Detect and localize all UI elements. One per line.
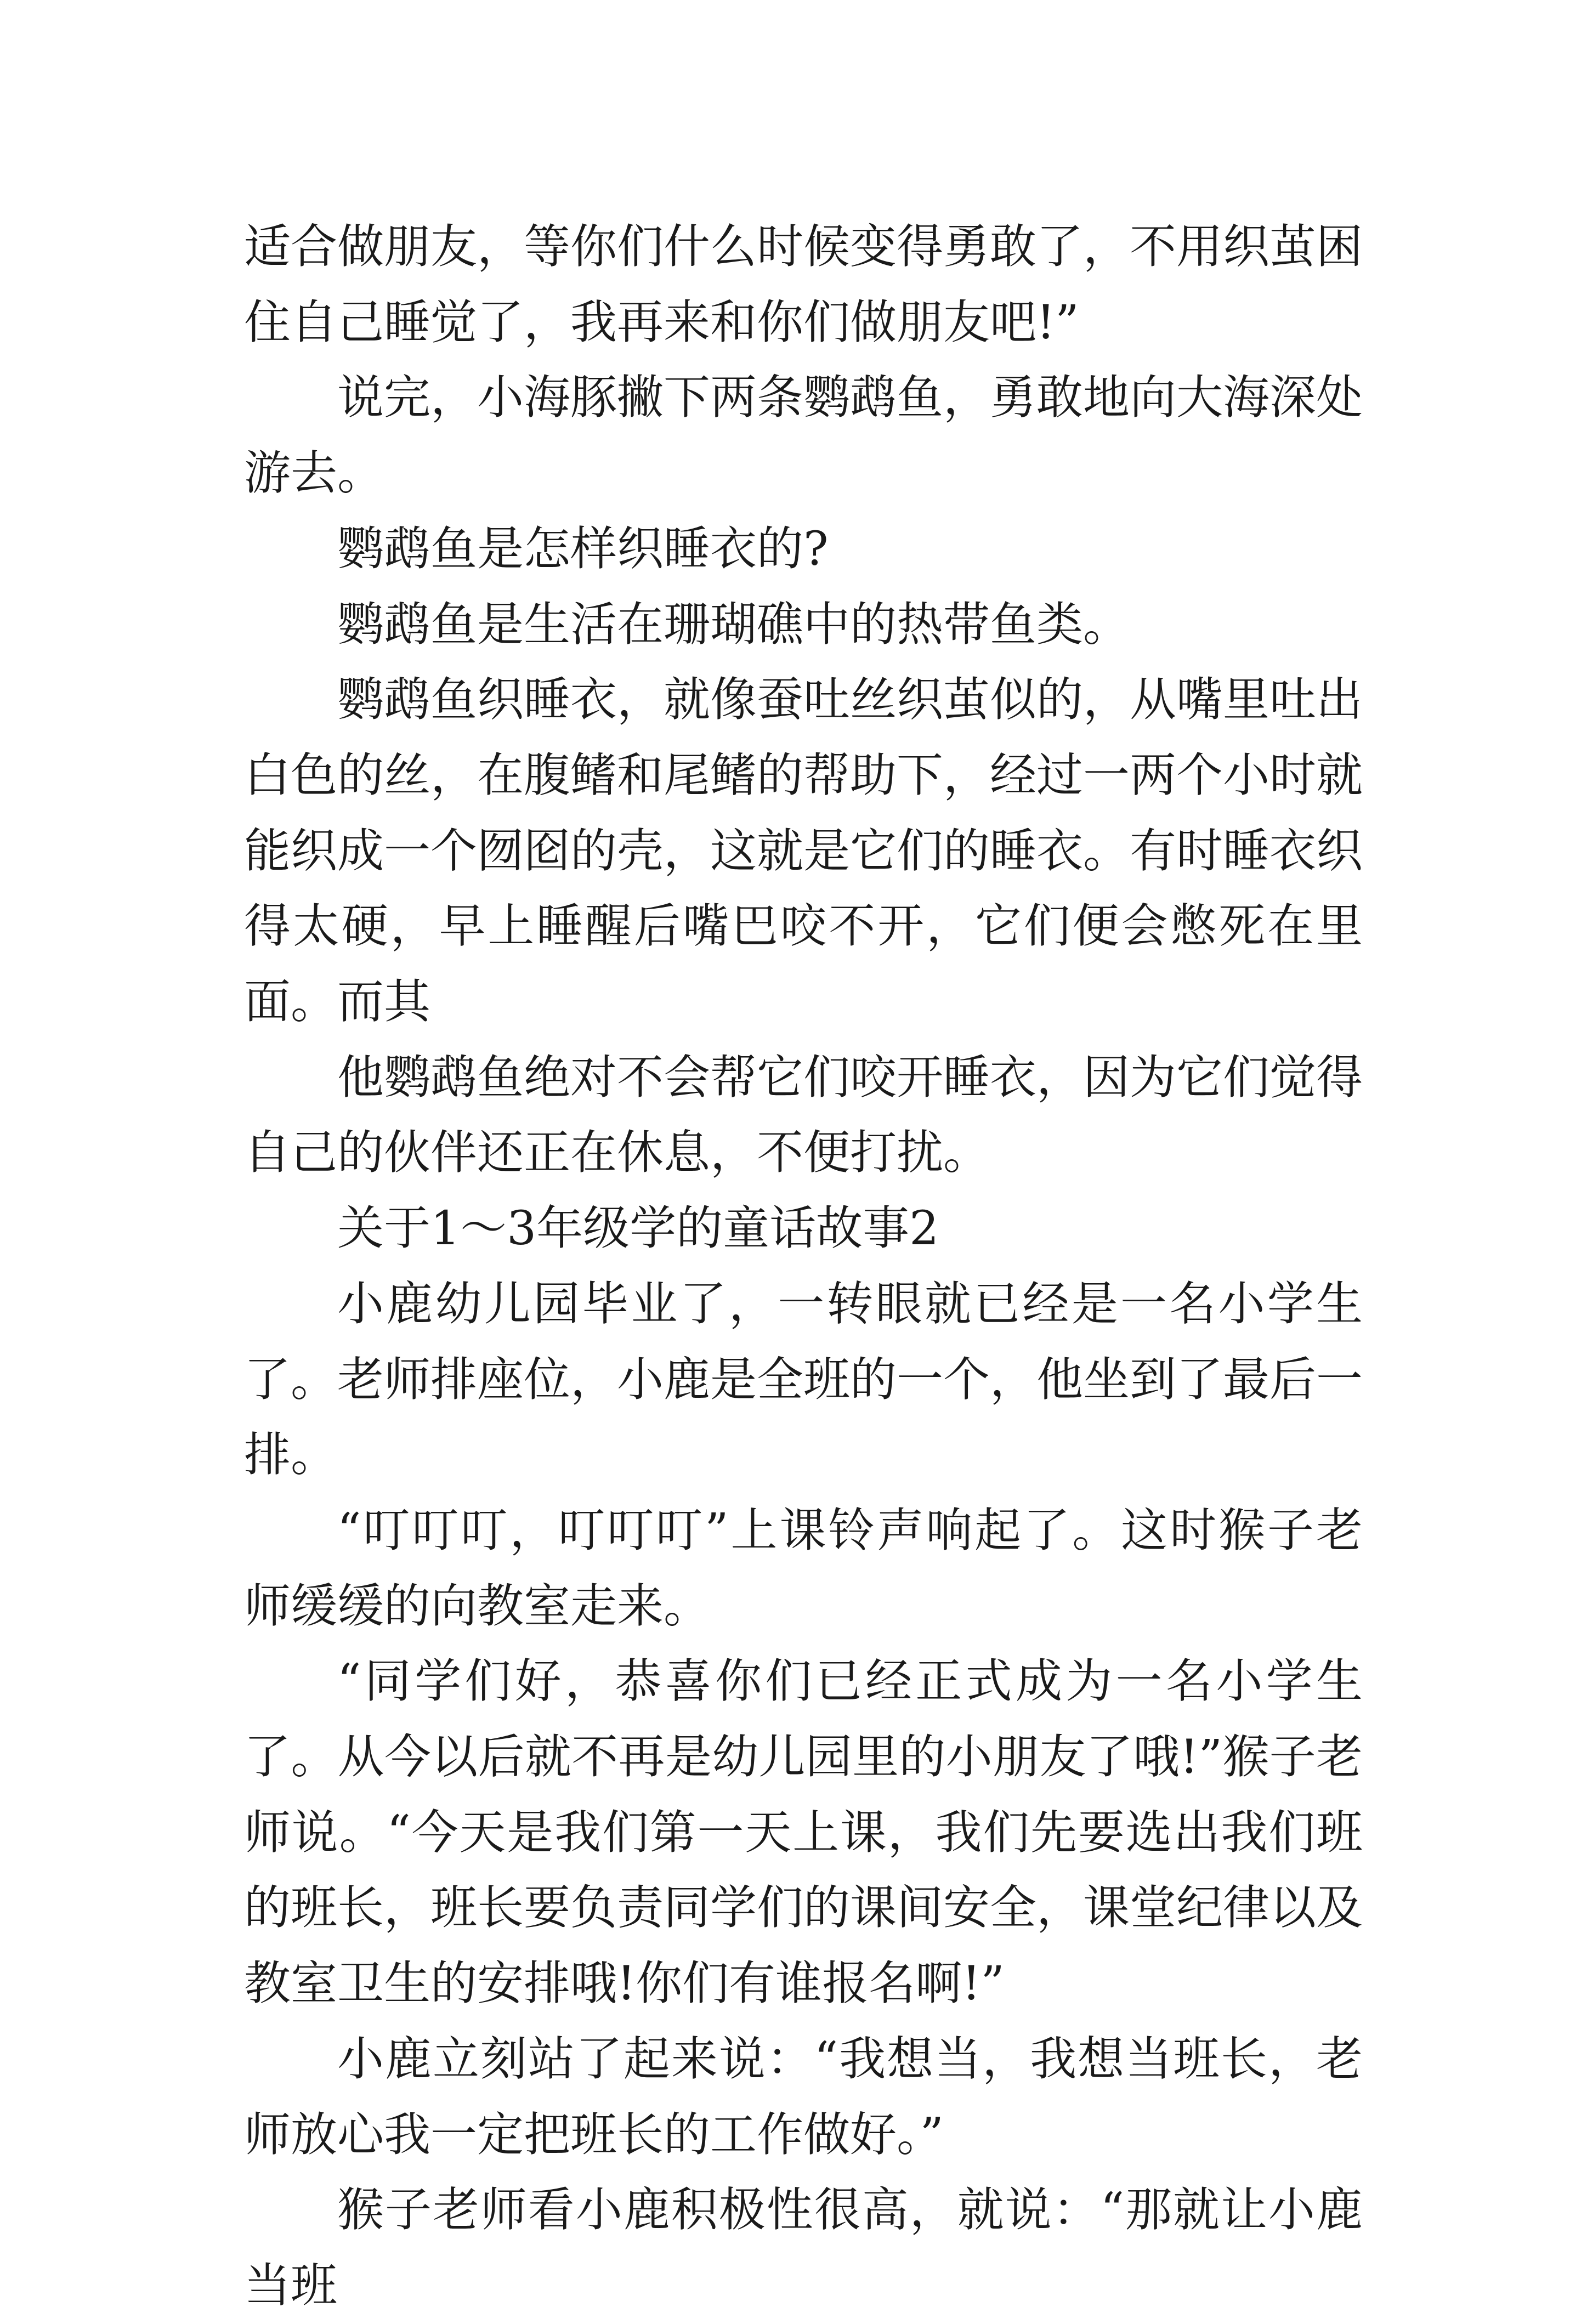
paragraph-10: 小鹿立刻站了起来说：“我想当，我想当班长，老师放心我一定把班长的工作做好。” <box>244 2032 1363 2162</box>
paragraph-11: 猴子老师看小鹿积极性很高，就说：“那就让小鹿当班 <box>244 2183 1363 2313</box>
paragraph-1: 适合做朋友，等你们什么时候变得勇敢了，不用织茧困住自己睡觉了，我再来和你们做朋友吧!” <box>244 220 1363 350</box>
paragraph-8: “叮叮叮，叮叮叮”上课铃声响起了。这时猴子老师缓缓的向教室走来。 <box>244 1503 1363 1634</box>
paragraph-7: 小鹿幼儿园毕业了，一转眼就已经是一名小学生了。老师排座位，小鹿是全班的一个，他坐到了最后一排。 <box>244 1277 1363 1483</box>
paragraph-2: 说完，小海豚撇下两条鹦鹉鱼，勇敢地向大海深处游去。 <box>244 371 1363 501</box>
paragraph-4: 鹦鹉鱼是生活在珊瑚礁中的热带鱼类。 <box>337 597 1130 652</box>
section-heading: 关于1～3年级学的童话故事2 <box>337 1201 939 1256</box>
paragraph-5: 鹦鹉鱼织睡衣，就像蚕吐丝织茧似的，从嘴里吐出白色的丝，在腹鳍和尾鳍的帮助下，经过一两个小时就能织成一个囫囵的壳，这就是它们的睡衣。有时睡衣织得太硬，早上睡醒后嘴巴咬不开，它们便会憋死在里面。而其 <box>244 673 1363 1030</box>
document-body <box>244 209 1363 2324</box>
paragraph-6: 他鹦鹉鱼绝对不会帮它们咬开睡衣，因为它们觉得自己的伙伴还正在休息，不便打扰。 <box>244 1050 1363 1181</box>
paragraph-3: 鹦鹉鱼是怎样织睡衣的? <box>337 522 829 576</box>
paragraph-9: “同学们好，恭喜你们已经正式成为一名小学生了。从今以后就不再是幼儿园里的小朋友了哦!”猴子老师说。“今天是我们第一天上课，我们先要选出我们班的班长，班长要负责同学们的课间安全，课堂纪律以及教室卫生的安排哦!你们有谁报名啊!” <box>244 1654 1363 2011</box>
